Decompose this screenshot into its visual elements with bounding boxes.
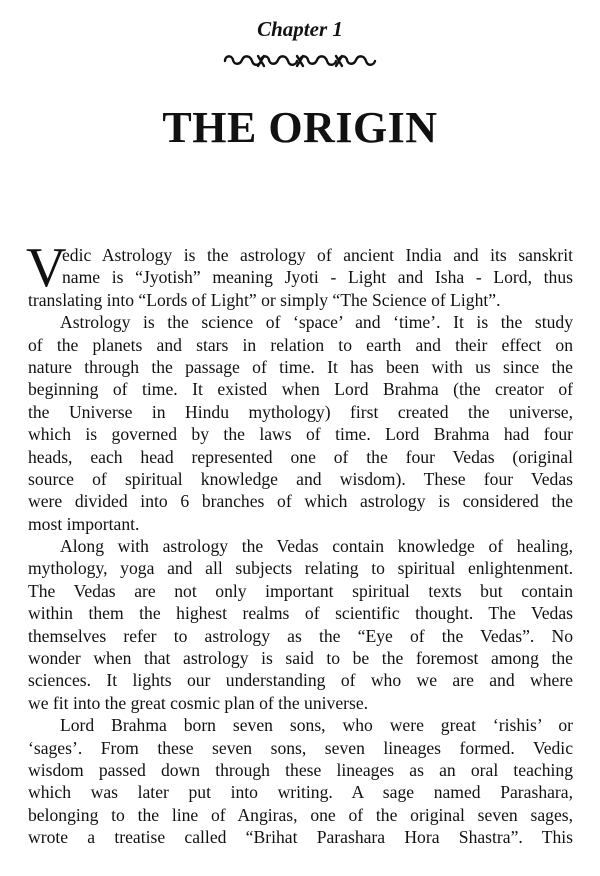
text-line: translating into “Lords of Light” or simply “The Science of Light”. [28, 289, 501, 310]
chapter-label: Chapter 1 [257, 17, 343, 41]
text-line: Along with astrology the Vedas contain knowledge of healing, [60, 536, 573, 557]
body-text [26, 237, 573, 849]
drop-cap: V [26, 237, 67, 299]
ornament-divider-icon [222, 53, 378, 69]
text-line: of the planets and stars in relation to earth and their effect on [28, 334, 573, 355]
text-line: were divided into 6 branches of which astrology is considered the [28, 491, 573, 512]
text-line: themselves refer to astrology as the “Eye of the Vedas”. No [28, 625, 573, 646]
text-line: the Universe in Hindu mythology) first created the universe, [28, 401, 573, 422]
chapter-title: THE ORIGIN [162, 103, 438, 152]
text-line: most important. [28, 513, 140, 534]
text-line: mythology, yoga and all subjects relating to spiritual enlightenment. [28, 558, 573, 579]
text-line: ‘sages’. From these seven sons, seven lineages formed. Vedic [28, 737, 573, 758]
text-line: name is “Jyotish” meaning Jyoti - Light and Isha - Lord, thus [62, 267, 573, 288]
text-line: wisdom passed down through these lineages as an oral teaching [28, 759, 573, 780]
text-line: within them the highest realms of scientific thought. The Vedas [28, 603, 573, 624]
text-line: heads, each head represented one of the four Vedas (original [28, 446, 573, 467]
text-line: beginning of time. It existed when Lord Brahma (the creator of [28, 379, 573, 400]
text-line: Astrology is the science of ‘space’ and ‘time’. It is the study [60, 312, 573, 333]
text-line: nature through the passage of time. It has been with us since the [28, 356, 573, 377]
text-line: wonder when that astrology is said to be the foremost among the [28, 648, 573, 669]
text-line: The Vedas are not only important spiritual texts but contain [28, 580, 573, 601]
text-line: source of spiritual knowledge and wisdom). These four Vedas [28, 468, 573, 489]
text-line: edic Astrology is the astrology of ancient India and its sanskrit [62, 245, 573, 265]
text-line: wrote a treatise called “Brihat Parashara Hora Shastra”. This [28, 827, 573, 848]
text-line: which is governed by the laws of time. Lord Brahma had four [28, 424, 573, 445]
text-line: which was later put into writing. A sage named Parashara, [28, 782, 573, 803]
text-line: sciences. It lights our understanding of who we are and where [28, 670, 573, 691]
text-line: belonging to the line of Angiras, one of the original seven sages, [28, 804, 573, 825]
text-line: Lord Brahma born seven sons, who were great ‘rishis’ or [60, 715, 573, 736]
text-line: we fit into the great cosmic plan of the universe. [28, 692, 369, 713]
